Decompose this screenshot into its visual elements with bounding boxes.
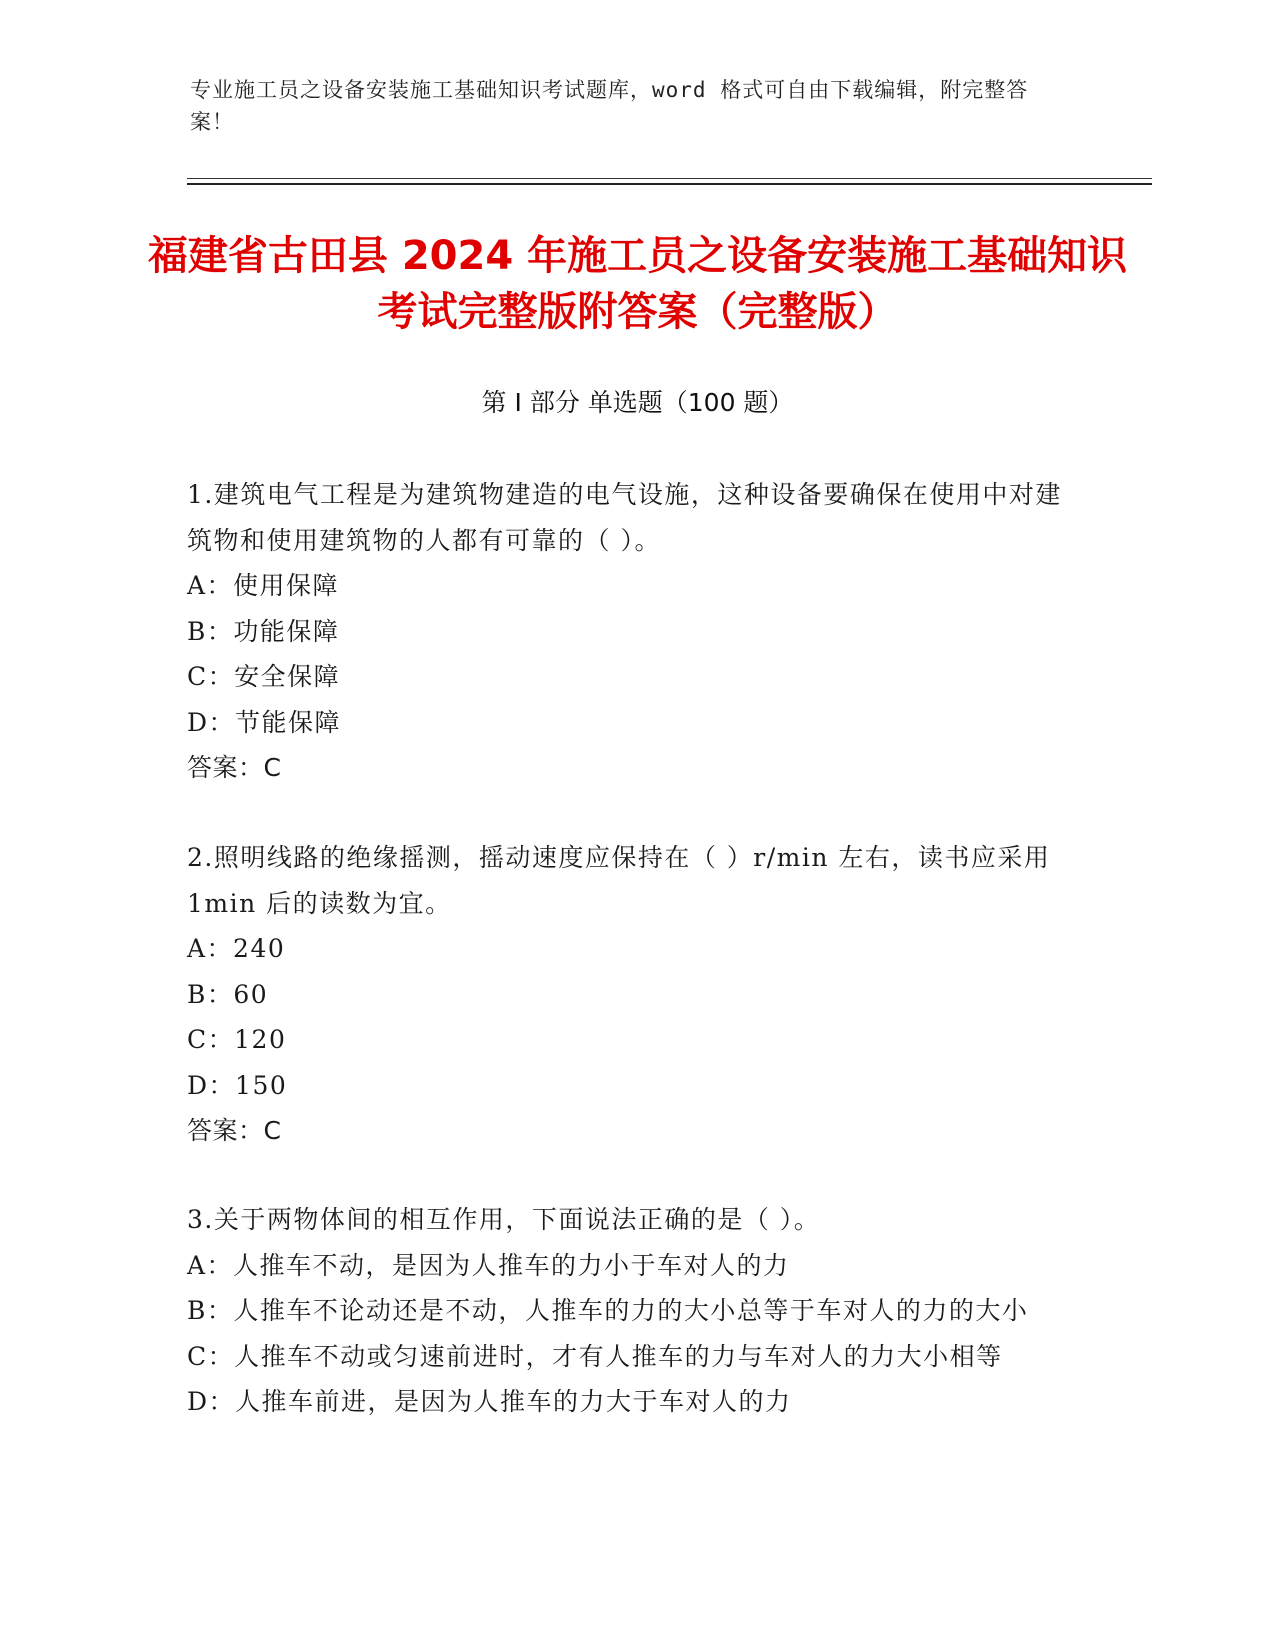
option-b: B：功能保障: [187, 616, 340, 646]
answer: 答案：C: [187, 753, 282, 782]
option-b: B：人推车不论动还是不动，人推车的力的大小总等于车对人的力的大小: [187, 1296, 1029, 1325]
question-stem: 2.照明线路的绝缘摇测，摇动速度应保持在（ ）r/min 左右，读书应采用 1min 后的读数为宜。: [187, 843, 1051, 918]
question-stem: 3.关于两物体间的相互作用，下面说法正确的是（ ）。: [187, 1205, 821, 1234]
option-c: C：安全保障: [187, 662, 341, 691]
question-2: [187, 835, 1077, 1154]
option-d: D：150: [187, 1070, 288, 1100]
option-a: A：240: [187, 934, 286, 963]
section-title: 第 I 部分 单选题（100 题）: [481, 388, 794, 417]
question-3: [187, 1197, 1077, 1425]
question-stem: 1.建筑电气工程是为建筑物建造的电气设施，这种设备要确保在使用中对建筑物和使用建筑物的人都有可靠的（ ）。: [187, 480, 1062, 555]
option-a: A：使用保障: [187, 571, 340, 600]
option-d: D：人推车前进，是因为人推车的力大于车对人的力: [187, 1387, 792, 1416]
header-note: 专业施工员之设备安装施工基础知识考试题库，word 格式可自由下载编辑，附完整答案！: [190, 78, 1029, 134]
option-c: C：人推车不动或匀速前进时，才有人推车的力与车对人的力大小相等: [187, 1341, 1003, 1371]
option-b: B：60: [187, 979, 269, 1009]
question-1: [187, 472, 1077, 791]
option-c: C：120: [187, 1025, 287, 1054]
answer: 答案：C: [187, 1116, 282, 1145]
option-a: A：人推车不动，是因为人推车的力小于车对人的力: [187, 1250, 790, 1280]
header-divider-thick: [187, 183, 1152, 185]
option-d: D：节能保障: [187, 707, 342, 737]
header-divider-thin: [187, 178, 1152, 179]
document-title: 福建省古田县 2024 年施工员之设备安装施工基础知识考试完整版附答案（完整版）: [147, 233, 1128, 335]
